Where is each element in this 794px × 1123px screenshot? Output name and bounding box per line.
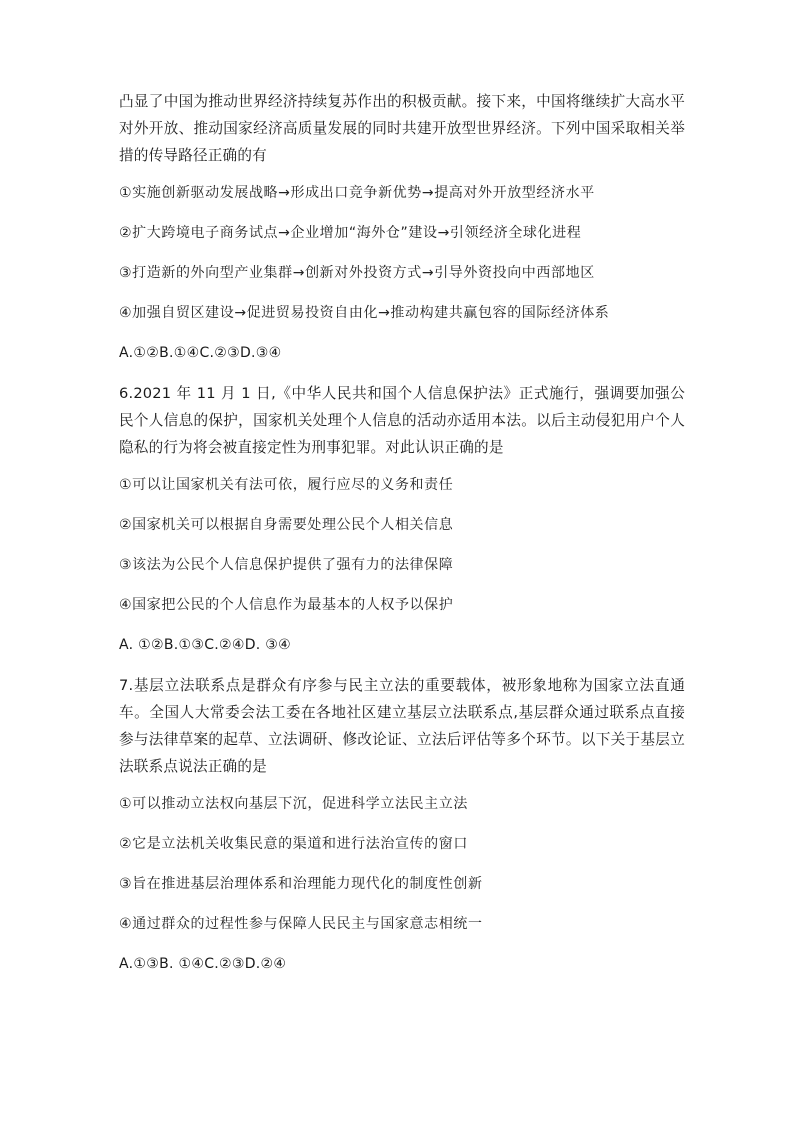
question-5-stem: 凸显了中国为推动世界经济持续复苏作出的积极贡献。接下来，中国将继续扩大高水平对外开放、推动国家经济高质量发展的同时共建开放型世界经济。下列中国采取相关举措的传导路径正确的有	[119, 93, 685, 164]
question-5-option-4: ④加强自贸区建设→促进贸易投资自由化→推动构建共赢包容的国际经济体系	[119, 305, 610, 321]
document-page	[119, 88, 685, 991]
question-5-answer-choices: A.①②B.①④C.②③D.③④	[119, 345, 282, 361]
question-7-answer-choices: A.①③B. ①④C.②③D.②④	[119, 956, 287, 972]
question-6-stem: 6.2021 年 11 月 1 日,《中华人民共和国个人信息保护法》正式施行，强调要加强公民个人信息的保护，国家机关处理个人信息的活动亦适用本法。以后主动侵犯用户个人隐私的行为将会被直接定性为刑事犯罪。对此认识正确的是	[119, 385, 685, 456]
question-7-option-2: ②它是立法机关收集民意的渠道和进行法治宣传的窗口	[119, 836, 468, 852]
question-5-option-3: ③打造新的外向型产业集群→创新对外投资方式→引导外资投向中西部地区	[119, 265, 595, 281]
question-7-option-3: ③旨在推进基层治理体系和治理能力现代化的制度性创新	[119, 876, 483, 892]
question-7-stem: 7.基层立法联系点是群众有序参与民主立法的重要载体，被形象地称为国家立法直通车。全国人大常委会法工委在各地社区建立基层立法联系点,基层群众通过联系点直接参与法律草案的起草、立法调研、修改论证、立法后评估等多个环节。以下关于基层立法联系点说法正确的是	[119, 677, 685, 775]
question-7-option-4: ④通过群众的过程性参与保障人民民主与国家意志相统一	[119, 916, 483, 932]
question-6-option-4: ④国家把公民的个人信息作为最基本的人权予以保护	[119, 597, 454, 613]
question-6-answer-choices: A. ①②B.①③C.②④D. ③④	[119, 637, 291, 653]
question-6-option-3: ③该法为公民个人信息保护提供了强有力的法律保障	[119, 557, 454, 573]
question-7-option-1: ①可以推动立法权向基层下沉，促进科学立法民主立法	[119, 796, 468, 812]
question-6-option-2: ②国家机关可以根据自身需要处理公民个人相关信息	[119, 517, 454, 533]
question-6-option-1: ①可以让国家机关有法可依，履行应尽的义务和责任	[119, 477, 454, 493]
question-5-option-1: ①实施创新驱动发展战略→形成出口竞争新优势→提高对外开放型经济水平	[119, 185, 595, 201]
question-5-option-2: ②扩大跨境电子商务试点→企业增加“海外仓”建设→引领经济全球化进程	[119, 225, 582, 241]
